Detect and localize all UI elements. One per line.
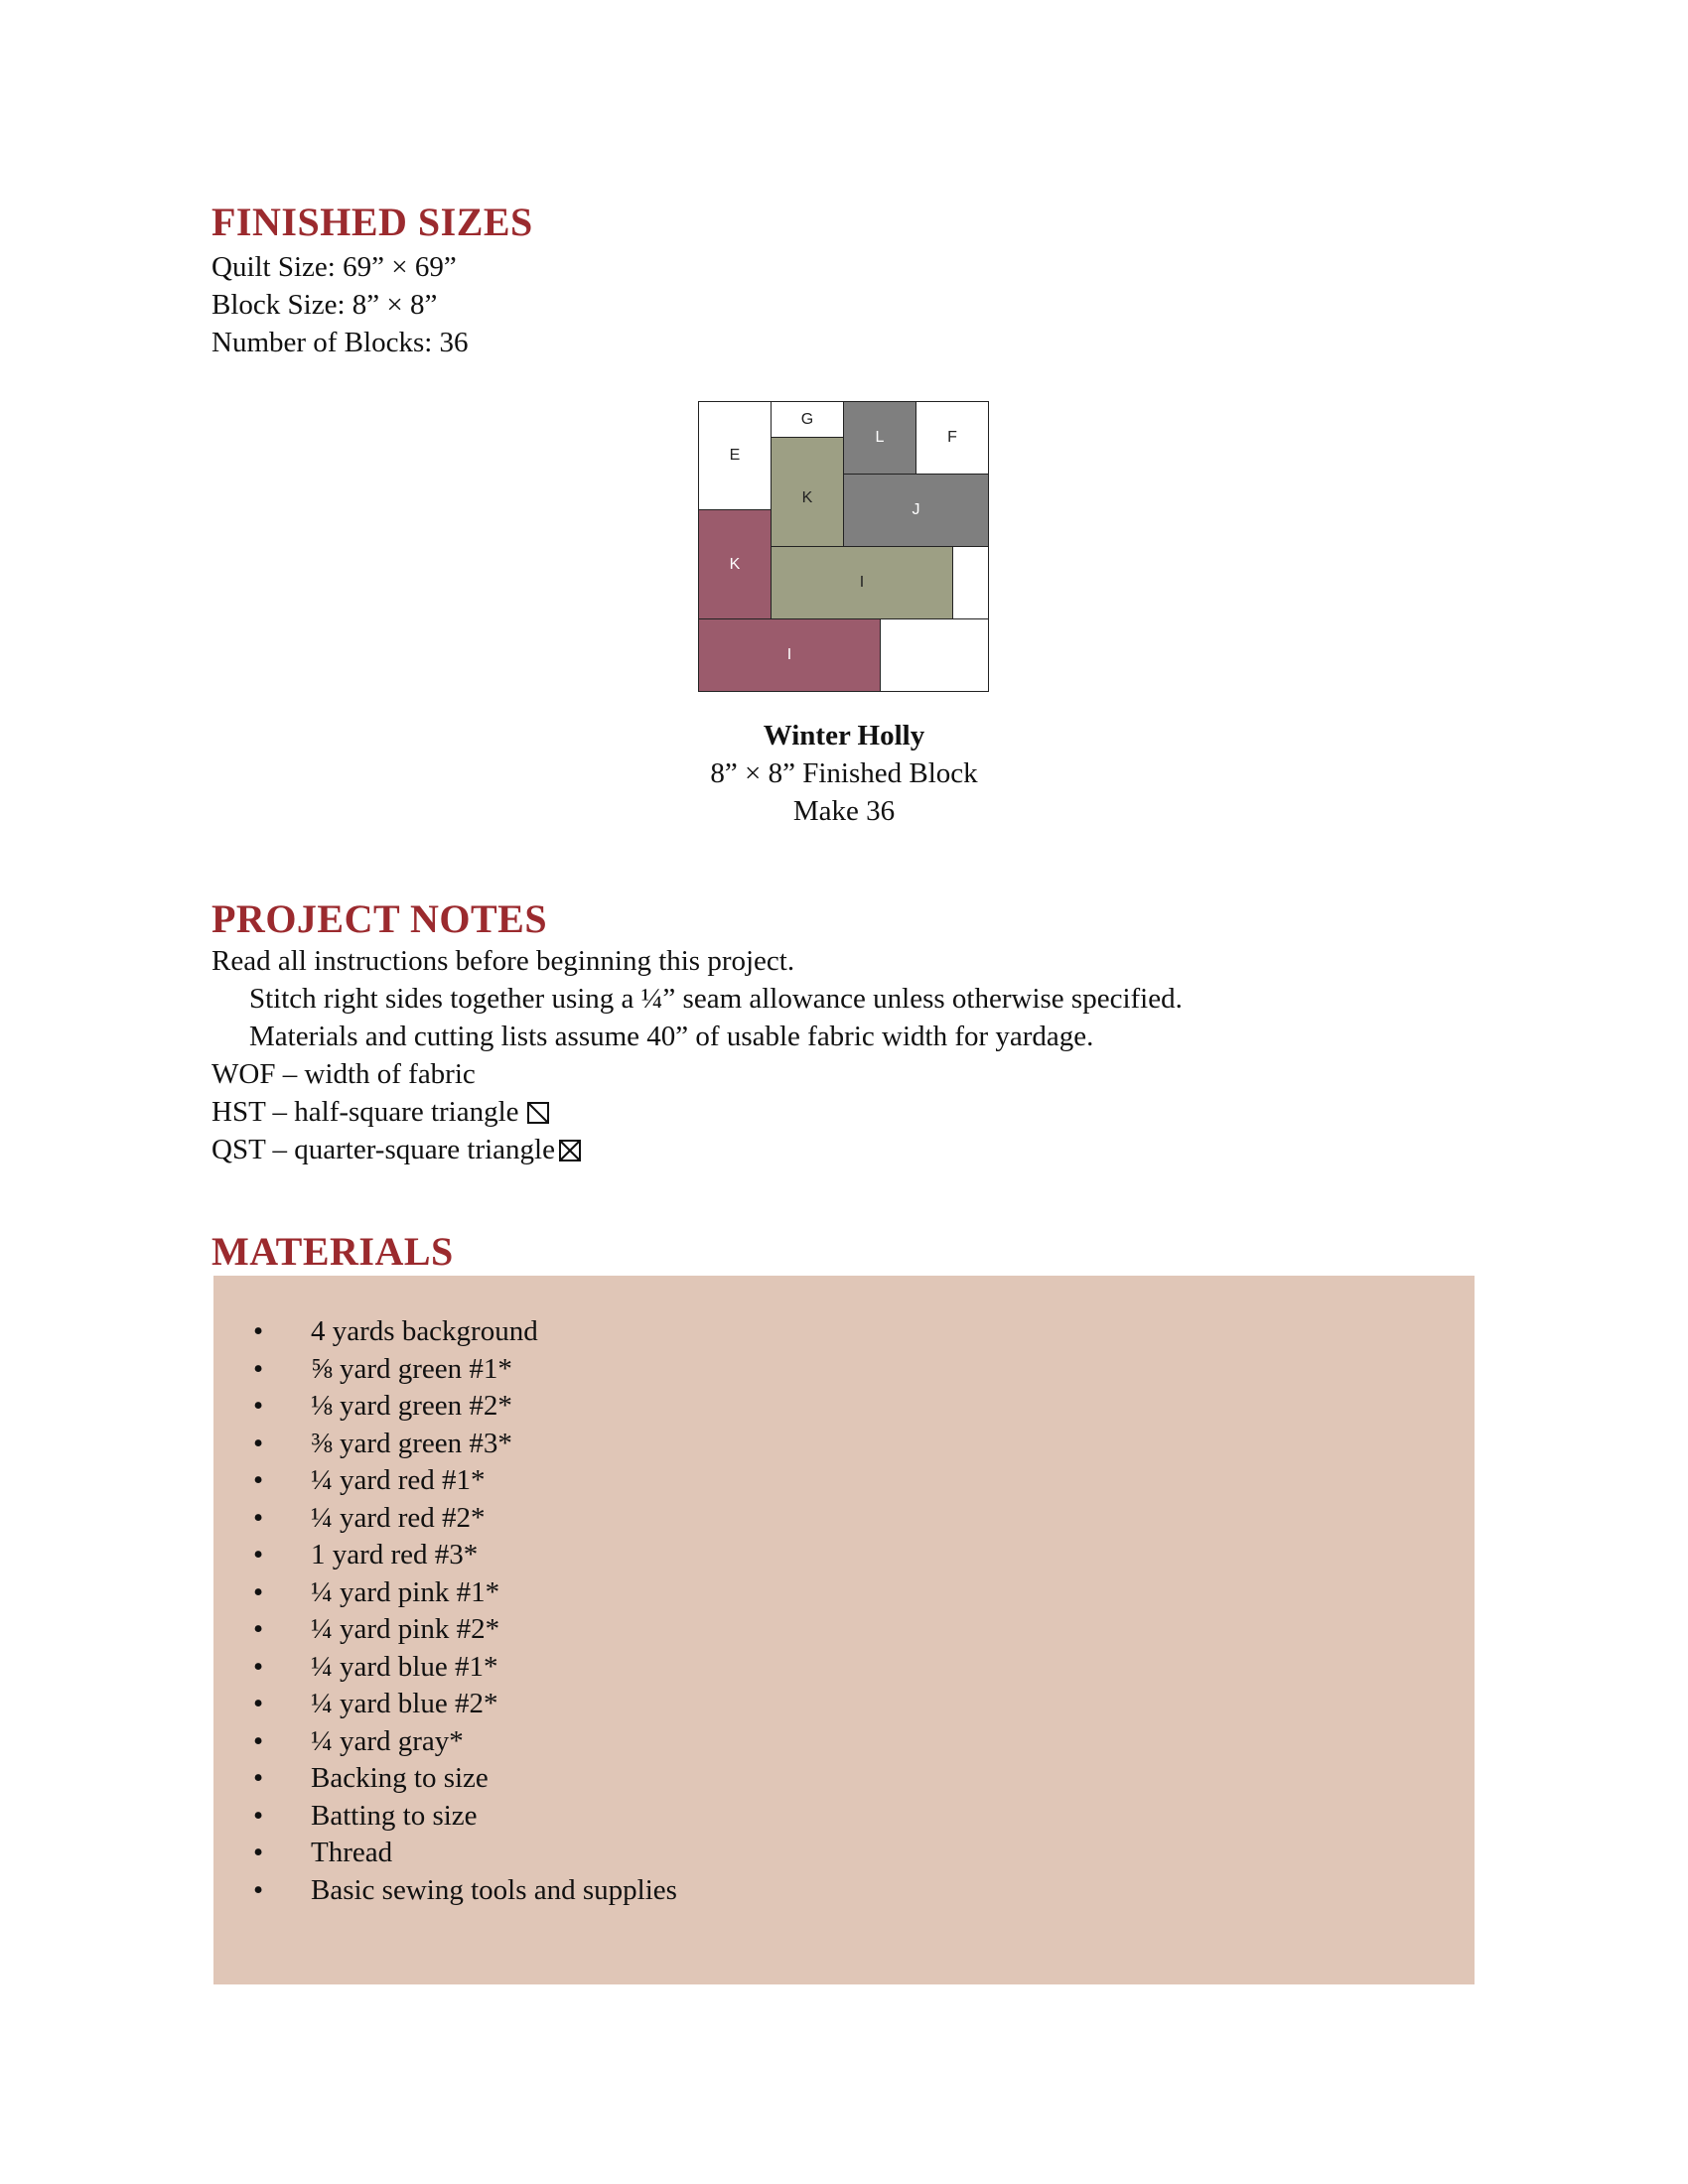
block-patch (771, 401, 844, 438)
block-patch (698, 401, 772, 510)
patch-label: I (859, 574, 865, 591)
bullet: • (253, 1539, 264, 1570)
bullet: • (253, 1688, 264, 1719)
material-text: ¼ yard gray* (311, 1724, 464, 1757)
finished-sizes-heading: FINISHED SIZES (211, 200, 533, 244)
bullet: • (253, 1837, 264, 1868)
patch-label: G (800, 410, 814, 428)
material-text: ¼ yard blue #1* (311, 1650, 498, 1683)
block-patch (698, 618, 881, 692)
material-text: 1 yard red #3* (311, 1539, 479, 1570)
bullet: • (253, 1427, 264, 1459)
quarter-square-triangle-icon (559, 1140, 581, 1161)
block-patch (698, 509, 772, 619)
list-item (253, 1760, 677, 1798)
block-patch (915, 401, 989, 475)
list-item (253, 1872, 677, 1910)
winter-holly-block-diagram (698, 401, 989, 692)
list-item (253, 1537, 677, 1574)
material-text: Batting to size (311, 1799, 478, 1832)
bullet: • (253, 1464, 264, 1496)
note-fabric-width: Materials and cutting lists assume 40” of usable fabric width for yardage. (249, 1021, 1094, 1052)
note-seam-allowance: Stitch right sides together using a ¼” seam allowance unless otherwise specified. (249, 983, 1183, 1015)
patch-label: K (801, 489, 813, 507)
patch-label: J (912, 501, 920, 518)
material-text: Thread (311, 1837, 393, 1868)
material-text: ¼ yard pink #2* (311, 1613, 500, 1645)
block-caption-title: Winter Holly (763, 720, 925, 751)
material-text: ¼ yard red #2* (311, 1501, 486, 1534)
list-item (253, 1351, 677, 1389)
list-item (253, 1723, 677, 1761)
list-item (253, 1313, 677, 1351)
note-read-instructions: Read all instructions before beginning this project. (211, 945, 795, 977)
note-qst-text: QST – quarter-square triangle (211, 1134, 555, 1165)
list-item (253, 1649, 677, 1687)
list-item (253, 1835, 677, 1872)
materials-box (213, 1276, 1475, 1984)
list-item (253, 1388, 677, 1426)
list-item (253, 1611, 677, 1649)
note-hst (211, 1093, 549, 1131)
material-text: ⅜ yard green #3* (311, 1427, 512, 1459)
note-wof: WOF – width of fabric (211, 1058, 476, 1090)
material-text: Backing to size (311, 1762, 489, 1794)
list-item (253, 1462, 677, 1500)
bullet: • (253, 1873, 264, 1906)
bullet: • (253, 1724, 264, 1757)
material-text: Basic sewing tools and supplies (311, 1873, 677, 1906)
patch-label: F (947, 429, 957, 446)
material-text: ⅛ yard green #2* (311, 1390, 512, 1422)
note-hst-text: HST – half-square triangle (211, 1096, 519, 1128)
bullet: • (253, 1762, 264, 1794)
patch-label: K (729, 555, 741, 573)
material-text: ¼ yard blue #2* (311, 1688, 498, 1719)
materials-heading: MATERIALS (211, 1229, 454, 1274)
material-text: ¼ yard pink #1* (311, 1575, 500, 1608)
quilt-size: Quilt Size: 69” × 69” (211, 251, 457, 283)
list-item (253, 1426, 677, 1463)
list-item (253, 1574, 677, 1612)
list-item (253, 1500, 677, 1538)
bullet: • (253, 1315, 264, 1347)
block-size: Block Size: 8” × 8” (211, 289, 438, 321)
materials-list (253, 1313, 677, 1909)
patch-label: E (729, 447, 741, 464)
block-caption-make: Make 36 (792, 795, 896, 827)
number-of-blocks: Number of Blocks: 36 (211, 327, 469, 358)
block-patch (880, 618, 989, 692)
bullet: • (253, 1352, 264, 1385)
block-patch (843, 474, 989, 547)
bullet: • (253, 1390, 264, 1422)
list-item (253, 1686, 677, 1723)
bullet: • (253, 1575, 264, 1608)
list-item (253, 1798, 677, 1836)
material-text: ⅝ yard green #1* (311, 1352, 512, 1385)
block-caption-size: 8” × 8” Finished Block (710, 757, 978, 789)
bullet: • (253, 1799, 264, 1832)
patch-label: L (875, 429, 885, 446)
patch-label: I (786, 646, 792, 663)
bullet: • (253, 1650, 264, 1683)
note-qst (211, 1131, 581, 1168)
bullet: • (253, 1501, 264, 1534)
block-patch (952, 546, 989, 619)
half-square-triangle-icon (527, 1102, 549, 1124)
material-text: 4 yards background (311, 1315, 538, 1347)
bullet: • (253, 1613, 264, 1645)
material-text: ¼ yard red #1* (311, 1464, 486, 1496)
block-patch (771, 546, 953, 619)
project-notes-heading: PROJECT NOTES (211, 896, 548, 941)
block-patch (843, 401, 916, 475)
